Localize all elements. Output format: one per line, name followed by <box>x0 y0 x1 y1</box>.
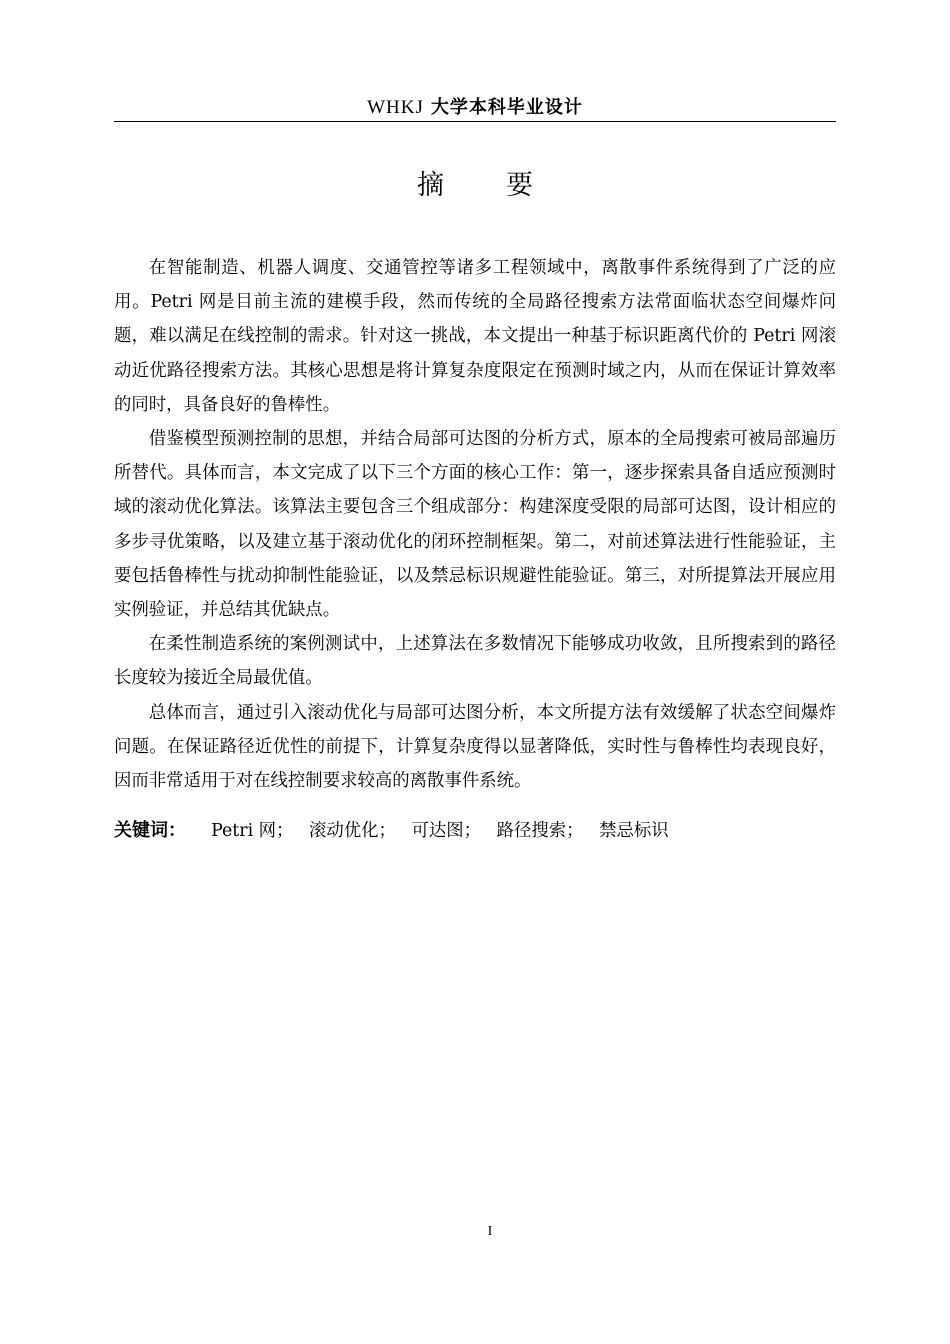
keywords-line <box>114 815 836 847</box>
header-suffix: 大学本科毕业设计 <box>430 97 583 118</box>
header-school: WHKJ <box>367 97 424 118</box>
keyword-item: 路径搜索； <box>496 821 584 841</box>
abstract-title <box>114 168 836 204</box>
abstract-paragraph-2: 借鉴模型预测控制的思想，并结合局部可达图的分析方式，原本的全局搜索可被局部遍历所替代。具体而言，本文完成了以下三个方面的核心工作：第一，逐步探索具备自适应预测时域的滚动优化算法。该算法主要包含三个组成部分：构建深度受限的局部可达图，设计相应的多步寻优策略，以及建立基于滚动优化的闭环控制框架。第二，对前述算法进行性能验证，主要包括鲁棒性与扰动抑制性能验证，以及禁忌标识规避性能验证。第三，对所提算法开展应用实例验证，并总结其优缺点。 <box>114 429 836 621</box>
keyword-item: Petri 网； <box>211 821 294 841</box>
abstract-paragraph-3: 在柔性制造系统的案例测试中，上述算法在多数情况下能够成功收敛，且所搜索到的路径长度较为接近全局最优值。 <box>114 634 836 689</box>
title-char-2: 要 <box>506 170 533 201</box>
page-number: I <box>487 1224 493 1239</box>
abstract-body <box>114 251 836 798</box>
keywords-label: 关键词： <box>114 820 186 841</box>
page-header <box>114 92 836 123</box>
keyword-item: 可达图； <box>411 821 482 841</box>
abstract-paragraph-4: 总体而言，通过引入滚动优化与局部可达图分析，本文所提方法有效缓解了状态空间爆炸问题。在保证路径近优性的前提下，计算复杂度得以显著降低，实时性与鲁棒性均表现良好，因而非常适用于对在线控制要求较高的离散事件系统。 <box>114 702 836 792</box>
keyword-item: 禁忌标识 <box>599 821 669 841</box>
keyword-item: 滚动优化； <box>308 821 396 841</box>
abstract-paragraph-1: 在智能制造、机器人调度、交通管控等诸多工程领域中，离散事件系统得到了广泛的应用。Petri 网是目前主流的建模手段，然而传统的全局路径搜索方法常面临状态空间爆炸问题，难以满足在线控制的需求。针对这一挑战，本文提出一种基于标识距离代价的 Petri 网滚动近优路径搜索方法。其核心思想是将计算复杂度限定在预测时域之内，从而在保证计算效率的同时，具备良好的鲁棒性。 <box>114 258 836 415</box>
header-rule <box>114 121 836 122</box>
title-char-1: 摘 <box>417 170 444 201</box>
